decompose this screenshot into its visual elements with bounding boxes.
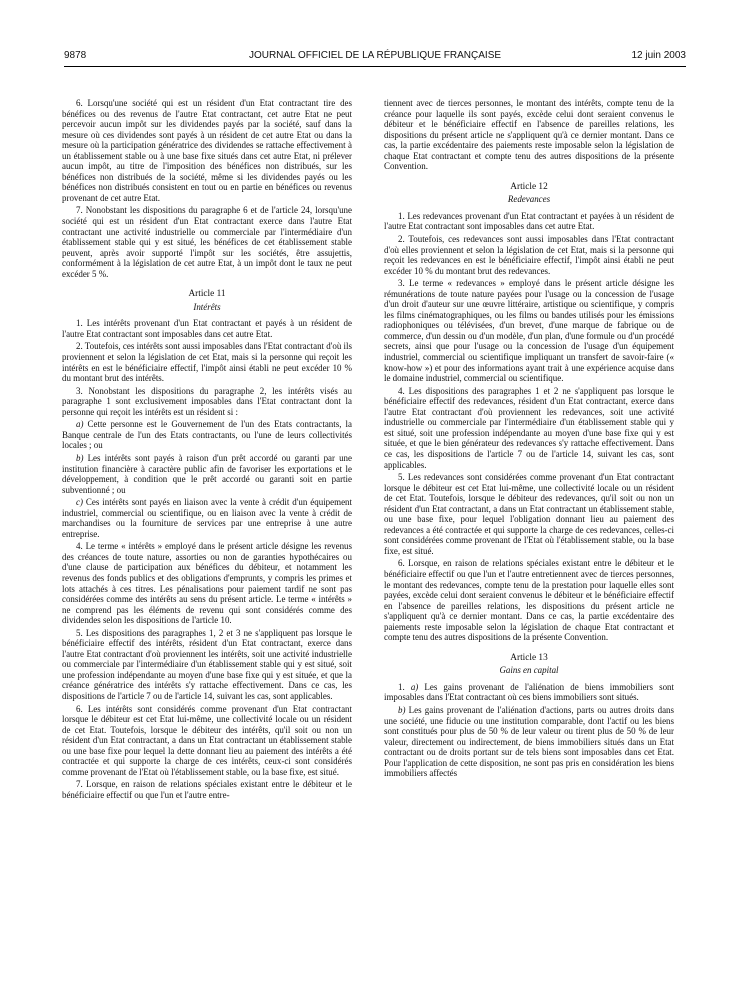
paragraph [384,682,674,703]
list-letter: a) [410,681,419,692]
paragraph [62,453,352,495]
page-number: 9878 [64,50,87,61]
paragraph: 6. Lorsque, en raison de relations spéciales existant entre le débiteur et le bénéficiaire effectif ou que l'un et l'autre entretiennent avec de tierces personnes, le montant des redevances, compte tenu de la prestation pour laquelle elles sont payées, excède celui dont seraient convenus le débiteur et le bénéficiaire effectif en l'absence de pareilles relations, les dispositions du présent article ne s'appliquent qu'à ce dernier montant. Dans ce cas, la partie excédentaire des paiements reste imposable selon la législation de chaque Etat contractant et compte tenu des autres dispositions de la présente Convention. [384,558,674,643]
paragraph-number: 1. [398,681,411,692]
list-letter: a) [76,419,84,430]
list-text: Cette personne est le Gouvernement de l'un des Etats contractants, la Banque centrale de l'un des Etats contractants, ou l'une de leurs collectivités locales ; ou [62,419,352,451]
paragraph: 3. Nonobstant les dispositions du paragraphe 2, les intérêts visés au paragraphe 1 sont exclusivement imposables dans l'Etat contractant dont la personne qui reçoit les intérêts est un résident si : [62,385,352,417]
list-letter: c) [76,497,83,508]
left-column [62,98,352,988]
page-header [64,50,686,67]
article-subheading: Redevances [507,194,551,205]
list-letter: b) [398,704,406,715]
paragraph: 7. Nonobstant les dispositions du paragraphe 6 et de l'article 24, lorsqu'une société qui est un résident d'un Etat contractant exerce dans l'autre Etat contractant une activité industrielle ou commerciale par l'intermédiaire d'un établissement stable qui y est situé, les bénéfices de cet établissement stable peuvent, après avoir supporté l'impôt sur les sociétés, être assujettis, conformément à la législation de cet autre Etat, à un impôt dont le taux ne peut excéder 5 %. [62,205,352,279]
list-text: Les gains provenant de l'aliénation d'actions, parts ou autres droits dans une société, une fiducie ou une institution comparable, dont l'actif ou les biens sont constitués pour plus de 50 % de leur valeur ou tirent plus de 50 % de leur valeur, directement ou indirectement, de biens immobiliers situés dans un Etat contractant ou de droits portant sur de tels biens sont imposables dans cet Etat. Pour l'application de cette disposition, ne sont pas pris en considération les biens immobiliers affectés [384,704,674,779]
journal-title: JOURNAL OFFICIEL DE LA RÉPUBLIQUE FRANÇAISE [248,50,502,61]
list-text: Les gains provenant de l'aliénation de biens immobiliers sont imposables dans l'Etat contractant où ces biens immobiliers sont situés. [384,681,674,703]
article-heading: Article 13 [510,652,548,663]
paragraph: 4. Le terme « intérêts » employé dans le présent article désigne les revenus des créances de toute nature, assorties ou non de garanties hypothécaires ou d'une clause de participation aux bénéfices du débiteur, et notamment les revenus des fonds publics et des obligations d'emprunts, y compris les primes et lots attachés à ces titres. Les pénalisations pour paiement tardif ne sont pas considérées comme des intérêts au sens du présent article. Le terme « intérêts » ne comprend pas les éléments de revenu qui sont considérés comme des dividendes selon les dispositions de l'article 10. [62,541,352,626]
right-column [384,98,674,988]
paragraph: 1. Les intérêts provenant d'un Etat contractant et payés à un résident de l'autre Etat contractant sont imposables dans cet autre Etat. [62,318,352,339]
paragraph: 2. Toutefois, ces intérêts sont aussi imposables dans l'Etat contractant d'où ils proviennent et selon la législation de cet Etat, mais si la personne qui reçoit les intérêts en est le bénéficiaire effectif, l'impôt ainsi établi ne peut excéder 10 % du montant brut des intérêts. [62,341,352,384]
paragraph: 7. Lorsque, en raison de relations spéciales existant entre le débiteur et le bénéficiaire effectif ou que l'un et l'autre entre- [62,779,352,800]
list-text: Les intérêts sont payés à raison d'un prêt accordé ou garanti par une institution financière à caractère public afin de favoriser les exportations et le développement, à condition que le prêt accordé ou garanti soit en partie subventionné ; ou [62,452,352,495]
paragraph [384,705,674,779]
article-subheading: Gains en capital [499,665,559,676]
paragraph [62,419,352,451]
paragraph: 6. Les intérêts sont considérés comme provenant d'un Etat contractant lorsque le débiteur est cet Etat lui-même, une collectivité locale ou un résident de cet Etat. Toutefois, lorsque le débiteur des intérêts, qu'il soit ou non un résident d'un Etat contractant, a dans un Etat contractant un établissement stable ou une base fixe pour lequel la dette donnant lieu au paiement des intérêts a été contractée et qui supporte la charge de ces intérêts, ceux-ci sont considérés comme provenant de l'Etat où l'établissement stable, ou la base fixe, est situé. [62,703,352,777]
paragraph: 4. Les dispositions des paragraphes 1 et 2 ne s'appliquent pas lorsque le bénéficiaire effectif des redevances, résident d'un Etat contractant, exerce dans l'autre Etat contractant d'où proviennent les redevances, soit une activité industrielle ou commerciale par l'intermédiaire d'un établissement stable qui y est situé, soit une profession indépendante au moyen d'une base fixe qui y est située, et que le bien générateur des redevances s'y rattache effectivement. Dans ce cas, les dispositions de l'article 7 ou de l'article 14, suivant les cas, sont applicables. [384,385,674,470]
paragraph: 2. Toutefois, ces redevances sont aussi imposables dans l'Etat contractant d'où elles proviennent et selon la législation de cet Etat, mais si la personne qui reçoit les redevances en est le bénéficiaire effectif, l'impôt ainsi établi ne peut excéder 10 % du montant brut des redevances. [384,234,674,276]
list-text: Ces intérêts sont payés en liaison avec la vente à crédit d'un équipement industriel, commercial ou scientifique, ou en liaison avec la vente à crédit de marchandises ou la fourniture de services par une entreprise à une autre entreprise. [62,497,352,539]
paragraph: 1. Les redevances provenant d'un Etat contractant et payées à un résident de l'autre Etat contractant sont imposables dans cet autre Etat. [384,210,674,232]
paragraph: 6. Lorsqu'une société qui est un résident d'un Etat contractant tire des bénéfices ou des revenus de l'autre Etat contractant, cet autre Etat ne peut percevoir aucun impôt sur les dividendes payés par la société, sauf dans la mesure où ces dividendes sont payés à un résident de cet autre Etat ou dans la mesure où la participation génératrice des dividendes se rattache effectivement à un établissement stable ou à une base fixe situés dans cet autre Etat, ni prélever aucun impôt, au titre de l'imposition des bénéfices non distribués, sur les bénéfices non distribués de la société, même si les dividendes payés ou les bénéfices non distribués consistent en tout ou en partie en bénéfices ou revenus provenant de cet autre Etat. [62,98,352,203]
paragraph: 3. Le terme « redevances » employé dans le présent article désigne les rémunérations de toute nature payées pour l'usage ou la concession de l'usage d'un droit d'auteur sur une œuvre littéraire, artistique ou scientifique, y compris les films cinématographiques, ou les films ou bandes utilisés pour les émissions radiophoniques ou télévisées, d'un brevet, d'une marque de fabrique ou de commerce, d'un dessin ou d'un modèle, d'un plan, d'une formule ou d'un procédé secrets, ainsi que pour l'usage ou la concession de l'usage d'un équipement industriel, commercial ou scientifique impliquant un transfert de savoir-faire (« know-how ») et pour des informations ayant trait à une expérience acquise dans le domaine industriel, commercial ou scientifique. [384,278,674,384]
list-letter: b) [76,452,84,463]
paragraph [62,497,352,539]
article-heading: Article 11 [188,289,226,300]
article-heading: Article 12 [510,181,548,192]
paragraph: 5. Les redevances sont considérées comme provenant d'un Etat contractant lorsque le débiteur est cet Etat lui-même, une collectivité locale ou un résident de cet Etat. Toutefois, lorsque le débiteur des redevances, qu'il soit ou non un résident d'un Etat contractant, a dans un Etat contractant un établissement stable, ou une base fixe, pour lequel l'obligation donnant lieu au paiement des redevances a été contractée et qui supporte la charge de ces redevances, celles-ci sont considérées comme provenant de l'Etat où l'établissement stable, ou la base fixe, est situé. [384,472,674,556]
paragraph: tiennent avec de tierces personnes, le montant des intérêts, compte tenu de la créance pour laquelle ils sont payés, excède celui dont seraient convenus le débiteur et le bénéficiaire effectif en l'absence de pareilles relations, les dispositions du présent article ne s'appliquent qu'à ce dernier montant. Dans ce cas, la partie excédentaire des paiements reste imposable selon la législation de chaque Etat contractant et compte tenu des autres dispositions de la présente Convention. [384,98,674,172]
paragraph: 5. Les dispositions des paragraphes 1, 2 et 3 ne s'appliquent pas lorsque le bénéficiaire effectif des intérêts, résident d'un Etat contractant, exerce dans l'autre Etat contractant d'où proviennent les intérêts, soit une activité industrielle ou commerciale par l'intermédiaire d'un établissement stable qui y est situé, soit une profession indépendante au moyen d'une base fixe qui y est située, et que la créance génératrice des intérêts s'y rattache effectivement. Dans ce cas, les dispositions de l'article 7 ou de l'article 14, suivant les cas, sont applicables. [62,627,352,701]
article-subheading: Intérêts [193,301,221,312]
publication-date: 12 juin 2003 [631,50,686,61]
